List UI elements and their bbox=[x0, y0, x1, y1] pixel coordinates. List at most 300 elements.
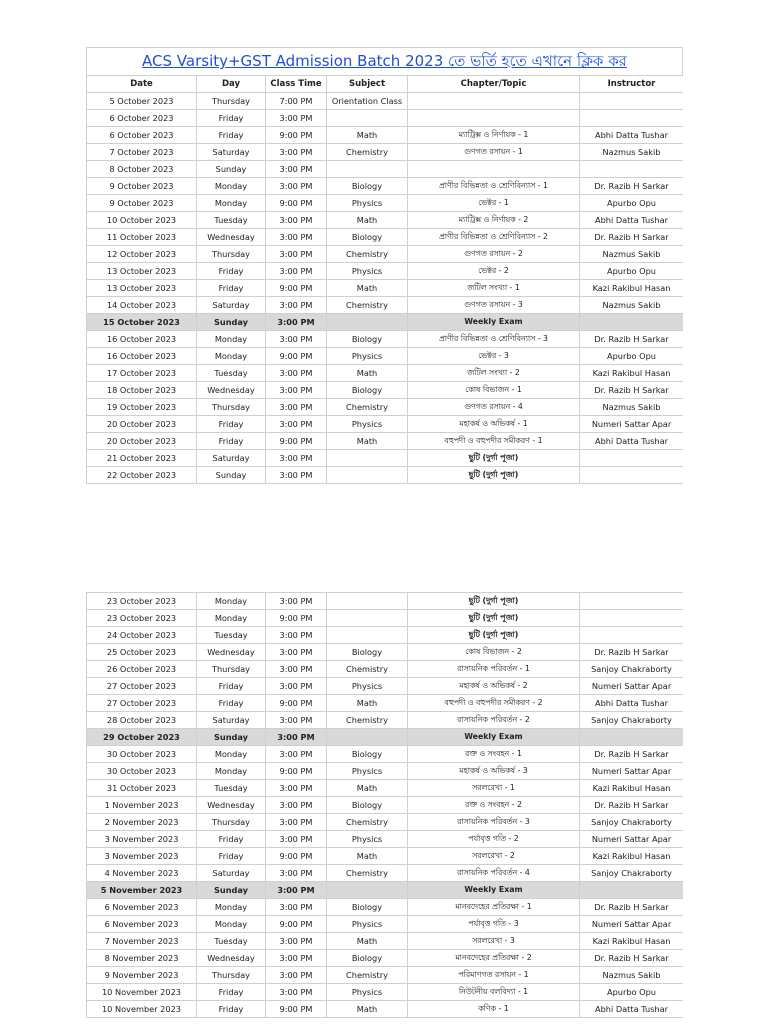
cell-date: 6 October 2023 bbox=[87, 110, 197, 127]
cell-class-time: 3:00 PM bbox=[266, 933, 327, 950]
cell-class-time: 3:00 PM bbox=[266, 712, 327, 729]
cell-topic: মহাকর্ষ ও অভিকর্ষ - 1 bbox=[408, 416, 580, 433]
cell-topic: গুণগত রসায়ন - 3 bbox=[408, 297, 580, 314]
cell-day: Friday bbox=[197, 984, 266, 1001]
cell-instructor: Numeri Sattar Apar bbox=[580, 678, 684, 695]
cell-class-time: 9:00 PM bbox=[266, 280, 327, 297]
cell-instructor: Numeri Sattar Apar bbox=[580, 416, 684, 433]
cell-date: 25 October 2023 bbox=[87, 644, 197, 661]
cell-subject: Chemistry bbox=[327, 865, 408, 882]
table-row bbox=[87, 950, 684, 967]
table-row bbox=[87, 110, 684, 127]
cell-instructor: Sanjoy Chakraborty bbox=[580, 865, 684, 882]
cell-class-time: 9:00 PM bbox=[266, 195, 327, 212]
cell-topic: বহুপদী ও বহুপদীর সমীকরণ - 2 bbox=[408, 695, 580, 712]
cell-date: 20 October 2023 bbox=[87, 433, 197, 450]
cell-class-time: 3:00 PM bbox=[266, 950, 327, 967]
cell-day: Monday bbox=[197, 331, 266, 348]
cell-day: Thursday bbox=[197, 246, 266, 263]
cell-day: Friday bbox=[197, 695, 266, 712]
cell-subject: Biology bbox=[327, 644, 408, 661]
cell-subject: Biology bbox=[327, 178, 408, 195]
table-row bbox=[87, 865, 684, 882]
table-row bbox=[87, 916, 684, 933]
cell-day: Tuesday bbox=[197, 780, 266, 797]
cell-date: 9 October 2023 bbox=[87, 195, 197, 212]
cell-class-time: 3:00 PM bbox=[266, 627, 327, 644]
table-row bbox=[87, 831, 684, 848]
table-row bbox=[87, 746, 684, 763]
cell-date: 16 October 2023 bbox=[87, 348, 197, 365]
cell-date: 23 October 2023 bbox=[87, 593, 197, 610]
cell-day: Friday bbox=[197, 1001, 266, 1018]
header-day: Day bbox=[197, 76, 266, 93]
cell-subject: Physics bbox=[327, 763, 408, 780]
header-topic: Chapter/Topic bbox=[408, 76, 580, 93]
cell-topic: জটিল সংখ্যা - 1 bbox=[408, 280, 580, 297]
cell-subject: Chemistry bbox=[327, 712, 408, 729]
cell-topic: প্রাণীর বিভিন্নতা ও শ্রেণিবিন্যাস - 2 bbox=[408, 229, 580, 246]
cell-instructor: Sanjoy Chakraborty bbox=[580, 814, 684, 831]
cell-day: Sunday bbox=[197, 729, 266, 746]
cell-instructor: Dr. Razib H Sarkar bbox=[580, 382, 684, 399]
cell-topic: পরিমাণগত রসায়ন - 1 bbox=[408, 967, 580, 984]
cell-subject bbox=[327, 110, 408, 127]
cell-day: Sunday bbox=[197, 882, 266, 899]
cell-class-time: 3:00 PM bbox=[266, 814, 327, 831]
cell-instructor: Abhi Datta Tushar bbox=[580, 1001, 684, 1018]
table-row bbox=[87, 593, 684, 610]
cell-date: 6 October 2023 bbox=[87, 127, 197, 144]
cell-subject: Chemistry bbox=[327, 297, 408, 314]
cell-topic: জটিল সংখ্যা - 2 bbox=[408, 365, 580, 382]
table-row bbox=[87, 967, 684, 984]
table-row bbox=[87, 467, 684, 484]
cell-topic: ভেক্টর - 1 bbox=[408, 195, 580, 212]
cell-topic: প্রাণীর বিভিন্নতা ও শ্রেণিবিন্যাস - 3 bbox=[408, 331, 580, 348]
cell-subject: Chemistry bbox=[327, 144, 408, 161]
table-row bbox=[87, 314, 684, 331]
cell-date: 14 October 2023 bbox=[87, 297, 197, 314]
table-row bbox=[87, 882, 684, 899]
cell-instructor: Sanjoy Chakraborty bbox=[580, 661, 684, 678]
cell-subject bbox=[327, 882, 408, 899]
cell-subject: Physics bbox=[327, 984, 408, 1001]
table-row bbox=[87, 348, 684, 365]
cell-topic: রাসায়নিক পরিবর্তন - 3 bbox=[408, 814, 580, 831]
cell-topic: গুণগত রসায়ন - 2 bbox=[408, 246, 580, 263]
cell-day: Friday bbox=[197, 678, 266, 695]
cell-subject: Math bbox=[327, 212, 408, 229]
cell-date: 12 October 2023 bbox=[87, 246, 197, 263]
cell-date: 13 October 2023 bbox=[87, 280, 197, 297]
cell-instructor: Abhi Datta Tushar bbox=[580, 433, 684, 450]
cell-class-time: 9:00 PM bbox=[266, 348, 327, 365]
cell-date: 10 November 2023 bbox=[87, 1001, 197, 1018]
cell-date: 7 October 2023 bbox=[87, 144, 197, 161]
cell-class-time: 3:00 PM bbox=[266, 467, 327, 484]
schedule-page-2 bbox=[86, 592, 683, 1024]
table-header-row bbox=[87, 76, 684, 93]
table-row bbox=[87, 263, 684, 280]
cell-day: Wednesday bbox=[197, 644, 266, 661]
cell-day: Tuesday bbox=[197, 365, 266, 382]
cell-date: 3 November 2023 bbox=[87, 831, 197, 848]
cell-day: Monday bbox=[197, 899, 266, 916]
cell-instructor: Nazmus Sakib bbox=[580, 297, 684, 314]
table-row bbox=[87, 763, 684, 780]
cell-subject: Math bbox=[327, 780, 408, 797]
cell-day: Thursday bbox=[197, 967, 266, 984]
cell-class-time: 3:00 PM bbox=[266, 144, 327, 161]
schedule-body-1 bbox=[87, 93, 684, 484]
cell-date: 18 October 2023 bbox=[87, 382, 197, 399]
cell-subject: Biology bbox=[327, 746, 408, 763]
table-row bbox=[87, 212, 684, 229]
cell-instructor: Dr. Razib H Sarkar bbox=[580, 950, 684, 967]
cell-subject bbox=[327, 161, 408, 178]
cell-class-time: 9:00 PM bbox=[266, 433, 327, 450]
cell-topic: রাসায়নিক পরিবর্তন - 4 bbox=[408, 865, 580, 882]
cell-subject: Math bbox=[327, 127, 408, 144]
cell-day: Tuesday bbox=[197, 933, 266, 950]
header-subject: Subject bbox=[327, 76, 408, 93]
cell-day: Friday bbox=[197, 263, 266, 280]
cell-day: Friday bbox=[197, 127, 266, 144]
cell-instructor: Kazi Rakibul Hasan bbox=[580, 780, 684, 797]
cell-date: 10 November 2023 bbox=[87, 984, 197, 1001]
cell-subject bbox=[327, 450, 408, 467]
cell-topic: রক্ত ও সংবহন - 2 bbox=[408, 797, 580, 814]
cell-instructor: Dr. Razib H Sarkar bbox=[580, 899, 684, 916]
cell-day: Tuesday bbox=[197, 212, 266, 229]
cell-day: Monday bbox=[197, 195, 266, 212]
cell-day: Saturday bbox=[197, 712, 266, 729]
cell-day: Sunday bbox=[197, 161, 266, 178]
cell-topic: গুণগত রসায়ন - 1 bbox=[408, 144, 580, 161]
cell-date: 5 November 2023 bbox=[87, 882, 197, 899]
cell-instructor: Kazi Rakibul Hasan bbox=[580, 365, 684, 382]
table-row bbox=[87, 399, 684, 416]
cell-topic: সরলরেখা - 3 bbox=[408, 933, 580, 950]
cell-class-time: 3:00 PM bbox=[266, 967, 327, 984]
cell-class-time: 3:00 PM bbox=[266, 178, 327, 195]
cell-class-time: 3:00 PM bbox=[266, 314, 327, 331]
cell-instructor: Dr. Razib H Sarkar bbox=[580, 644, 684, 661]
cell-topic: কণিক - 1 bbox=[408, 1001, 580, 1018]
cell-topic: পর্যাবৃত্ত গতি - 2 bbox=[408, 831, 580, 848]
cell-class-time: 3:00 PM bbox=[266, 593, 327, 610]
cell-day: Wednesday bbox=[197, 950, 266, 967]
cell-date: 21 October 2023 bbox=[87, 450, 197, 467]
cell-subject bbox=[327, 610, 408, 627]
cell-class-time: 3:00 PM bbox=[266, 297, 327, 314]
cell-class-time: 3:00 PM bbox=[266, 246, 327, 263]
cell-class-time: 7:00 PM bbox=[266, 93, 327, 110]
cell-topic bbox=[408, 110, 580, 127]
cell-class-time: 3:00 PM bbox=[266, 229, 327, 246]
cell-subject: Biology bbox=[327, 229, 408, 246]
cell-instructor: Kazi Rakibul Hasan bbox=[580, 933, 684, 950]
cell-day: Tuesday bbox=[197, 627, 266, 644]
cell-topic: Weekly Exam bbox=[408, 729, 580, 746]
cell-date: 26 October 2023 bbox=[87, 661, 197, 678]
cell-instructor: Numeri Sattar Apar bbox=[580, 916, 684, 933]
cell-subject: Physics bbox=[327, 916, 408, 933]
cell-subject: Math bbox=[327, 1001, 408, 1018]
cell-subject: Math bbox=[327, 433, 408, 450]
cell-day: Saturday bbox=[197, 297, 266, 314]
table-row bbox=[87, 610, 684, 627]
cell-topic: মানবদেহের প্রতিরক্ষা - 2 bbox=[408, 950, 580, 967]
cell-class-time: 3:00 PM bbox=[266, 212, 327, 229]
cell-instructor bbox=[580, 593, 684, 610]
cell-topic: ছুটি (দুর্গা পূজা) bbox=[408, 450, 580, 467]
cell-date: 8 October 2023 bbox=[87, 161, 197, 178]
cell-topic: মহাকর্ষ ও অভিকর্ষ - 2 bbox=[408, 678, 580, 695]
cell-subject bbox=[327, 593, 408, 610]
cell-date: 6 November 2023 bbox=[87, 899, 197, 916]
cell-topic: ছুটি (দুর্গা পূজা) bbox=[408, 610, 580, 627]
cell-instructor: Dr. Razib H Sarkar bbox=[580, 746, 684, 763]
cell-date: 13 October 2023 bbox=[87, 263, 197, 280]
table-row bbox=[87, 195, 684, 212]
cell-day: Wednesday bbox=[197, 229, 266, 246]
cell-class-time: 3:00 PM bbox=[266, 780, 327, 797]
cell-date: 9 October 2023 bbox=[87, 178, 197, 195]
cell-subject: Physics bbox=[327, 348, 408, 365]
cell-topic: বহুপদী ও বহুপদীর সমীকরণ - 1 bbox=[408, 433, 580, 450]
cell-date: 6 November 2023 bbox=[87, 916, 197, 933]
cell-topic: ম্যাট্রিক্স ও নির্ণায়ক - 1 bbox=[408, 127, 580, 144]
cell-day: Friday bbox=[197, 433, 266, 450]
cell-date: 27 October 2023 bbox=[87, 695, 197, 712]
cell-class-time: 3:00 PM bbox=[266, 365, 327, 382]
cell-topic bbox=[408, 161, 580, 178]
cell-day: Wednesday bbox=[197, 382, 266, 399]
cell-instructor: Abhi Datta Tushar bbox=[580, 212, 684, 229]
cell-date: 7 November 2023 bbox=[87, 933, 197, 950]
cell-instructor: Nazmus Sakib bbox=[580, 246, 684, 263]
cell-instructor: Dr. Razib H Sarkar bbox=[580, 331, 684, 348]
cell-subject: Math bbox=[327, 933, 408, 950]
cell-date: 31 October 2023 bbox=[87, 780, 197, 797]
cell-subject: Math bbox=[327, 695, 408, 712]
cell-instructor bbox=[580, 450, 684, 467]
cell-day: Monday bbox=[197, 178, 266, 195]
cell-subject: Physics bbox=[327, 416, 408, 433]
cell-subject bbox=[327, 467, 408, 484]
cell-class-time: 9:00 PM bbox=[266, 127, 327, 144]
cell-day: Friday bbox=[197, 110, 266, 127]
table-row bbox=[87, 712, 684, 729]
cell-date: 29 October 2023 bbox=[87, 729, 197, 746]
cell-topic: ছুটি (দুর্গা পূজা) bbox=[408, 467, 580, 484]
cell-date: 24 October 2023 bbox=[87, 627, 197, 644]
cell-day: Friday bbox=[197, 831, 266, 848]
cell-date: 10 October 2023 bbox=[87, 212, 197, 229]
cell-instructor: Apurbo Opu bbox=[580, 195, 684, 212]
table-row bbox=[87, 382, 684, 399]
cell-date: 3 November 2023 bbox=[87, 848, 197, 865]
cell-class-time: 3:00 PM bbox=[266, 263, 327, 280]
cell-day: Monday bbox=[197, 916, 266, 933]
table-row bbox=[87, 246, 684, 263]
cell-topic: ম্যাট্রিক্স ও নির্ণায়ক - 2 bbox=[408, 212, 580, 229]
cell-instructor: Abhi Datta Tushar bbox=[580, 127, 684, 144]
cell-date: 16 October 2023 bbox=[87, 331, 197, 348]
cell-instructor: Nazmus Sakib bbox=[580, 399, 684, 416]
table-row bbox=[87, 848, 684, 865]
cell-class-time: 3:00 PM bbox=[266, 331, 327, 348]
cell-class-time: 9:00 PM bbox=[266, 848, 327, 865]
cell-class-time: 3:00 PM bbox=[266, 729, 327, 746]
cell-day: Thursday bbox=[197, 661, 266, 678]
cell-date: 8 November 2023 bbox=[87, 950, 197, 967]
cell-subject: Biology bbox=[327, 950, 408, 967]
table-row bbox=[87, 695, 684, 712]
cell-topic: রক্ত ও সংবহন - 1 bbox=[408, 746, 580, 763]
cell-class-time: 3:00 PM bbox=[266, 984, 327, 1001]
cell-date: 20 October 2023 bbox=[87, 416, 197, 433]
cell-day: Friday bbox=[197, 416, 266, 433]
cell-day: Monday bbox=[197, 763, 266, 780]
cell-subject: Physics bbox=[327, 263, 408, 280]
table-row bbox=[87, 780, 684, 797]
cell-class-time: 9:00 PM bbox=[266, 1001, 327, 1018]
cell-topic: সরলরেখা - 2 bbox=[408, 848, 580, 865]
cell-subject: Orientation Class bbox=[327, 93, 408, 110]
cell-topic: প্রাণীর বিভিন্নতা ও শ্রেণিবিন্যাস - 1 bbox=[408, 178, 580, 195]
cell-subject: Biology bbox=[327, 899, 408, 916]
table-row bbox=[87, 229, 684, 246]
table-row bbox=[87, 450, 684, 467]
cell-day: Friday bbox=[197, 280, 266, 297]
cell-topic bbox=[408, 93, 580, 110]
cell-topic: সরলরেখা - 1 bbox=[408, 780, 580, 797]
cell-day: Thursday bbox=[197, 399, 266, 416]
cell-instructor bbox=[580, 93, 684, 110]
admission-link-title[interactable]: ACS Varsity+GST Admission Batch 2023 তে ভর্তি হতে এখানে ক্লিক কর bbox=[86, 47, 683, 75]
cell-topic: রাসায়নিক পরিবর্তন - 2 bbox=[408, 712, 580, 729]
cell-subject: Physics bbox=[327, 831, 408, 848]
header-instructor: Instructor bbox=[580, 76, 684, 93]
table-row bbox=[87, 280, 684, 297]
cell-instructor: Apurbo Opu bbox=[580, 984, 684, 1001]
cell-instructor bbox=[580, 729, 684, 746]
cell-date: 17 October 2023 bbox=[87, 365, 197, 382]
cell-instructor: Kazi Rakibul Hasan bbox=[580, 280, 684, 297]
cell-class-time: 9:00 PM bbox=[266, 763, 327, 780]
table-row bbox=[87, 933, 684, 950]
cell-subject: Biology bbox=[327, 331, 408, 348]
table-row bbox=[87, 144, 684, 161]
table-row bbox=[87, 161, 684, 178]
table-row bbox=[87, 678, 684, 695]
cell-class-time: 3:00 PM bbox=[266, 746, 327, 763]
cell-class-time: 3:00 PM bbox=[266, 450, 327, 467]
cell-day: Wednesday bbox=[197, 797, 266, 814]
table-row bbox=[87, 797, 684, 814]
cell-subject: Math bbox=[327, 365, 408, 382]
cell-day: Thursday bbox=[197, 93, 266, 110]
cell-topic: নিউটনীয় বলবিদ্যা - 1 bbox=[408, 984, 580, 1001]
cell-date: 19 October 2023 bbox=[87, 399, 197, 416]
cell-class-time: 3:00 PM bbox=[266, 865, 327, 882]
cell-instructor: Dr. Razib H Sarkar bbox=[580, 178, 684, 195]
table-row bbox=[87, 899, 684, 916]
cell-subject: Chemistry bbox=[327, 967, 408, 984]
cell-day: Saturday bbox=[197, 144, 266, 161]
cell-day: Sunday bbox=[197, 314, 266, 331]
cell-day: Sunday bbox=[197, 467, 266, 484]
cell-class-time: 3:00 PM bbox=[266, 382, 327, 399]
cell-instructor: Dr. Razib H Sarkar bbox=[580, 797, 684, 814]
table-row bbox=[87, 814, 684, 831]
cell-subject: Chemistry bbox=[327, 661, 408, 678]
cell-subject bbox=[327, 627, 408, 644]
table-row bbox=[87, 416, 684, 433]
schedule-page-1 bbox=[86, 47, 683, 484]
cell-topic: কোষ বিভাজন - 2 bbox=[408, 644, 580, 661]
cell-instructor bbox=[580, 610, 684, 627]
cell-instructor: Numeri Sattar Apar bbox=[580, 763, 684, 780]
cell-date: 2 November 2023 bbox=[87, 814, 197, 831]
cell-class-time: 3:00 PM bbox=[266, 899, 327, 916]
cell-class-time: 3:00 PM bbox=[266, 678, 327, 695]
cell-subject: Chemistry bbox=[327, 814, 408, 831]
cell-instructor bbox=[580, 314, 684, 331]
table-row bbox=[87, 984, 684, 1001]
cell-instructor: Abhi Datta Tushar bbox=[580, 695, 684, 712]
cell-subject: Math bbox=[327, 848, 408, 865]
cell-date: 5 October 2023 bbox=[87, 93, 197, 110]
table-row bbox=[87, 365, 684, 382]
cell-day: Monday bbox=[197, 593, 266, 610]
cell-class-time: 9:00 PM bbox=[266, 610, 327, 627]
cell-date: 22 October 2023 bbox=[87, 467, 197, 484]
cell-date: 9 November 2023 bbox=[87, 967, 197, 984]
cell-day: Saturday bbox=[197, 450, 266, 467]
cell-date: 28 October 2023 bbox=[87, 712, 197, 729]
cell-instructor: Nazmus Sakib bbox=[580, 144, 684, 161]
cell-instructor: Nazmus Sakib bbox=[580, 967, 684, 984]
cell-class-time: 3:00 PM bbox=[266, 110, 327, 127]
cell-class-time: 3:00 PM bbox=[266, 161, 327, 178]
cell-class-time: 3:00 PM bbox=[266, 644, 327, 661]
cell-class-time: 3:00 PM bbox=[266, 831, 327, 848]
table-row bbox=[87, 93, 684, 110]
cell-topic: ভেক্টর - 2 bbox=[408, 263, 580, 280]
table-row bbox=[87, 178, 684, 195]
cell-day: Monday bbox=[197, 348, 266, 365]
table-row bbox=[87, 127, 684, 144]
cell-day: Thursday bbox=[197, 814, 266, 831]
table-row bbox=[87, 1001, 684, 1018]
cell-subject: Chemistry bbox=[327, 399, 408, 416]
cell-subject: Physics bbox=[327, 678, 408, 695]
table-row bbox=[87, 644, 684, 661]
cell-instructor bbox=[580, 161, 684, 178]
schedule-table-2 bbox=[86, 592, 683, 1018]
cell-subject: Math bbox=[327, 280, 408, 297]
cell-date: 30 October 2023 bbox=[87, 746, 197, 763]
cell-class-time: 3:00 PM bbox=[266, 416, 327, 433]
cell-topic: ছুটি (দুর্গা পূজা) bbox=[408, 627, 580, 644]
table-row bbox=[87, 433, 684, 450]
table-row bbox=[87, 627, 684, 644]
cell-date: 27 October 2023 bbox=[87, 678, 197, 695]
